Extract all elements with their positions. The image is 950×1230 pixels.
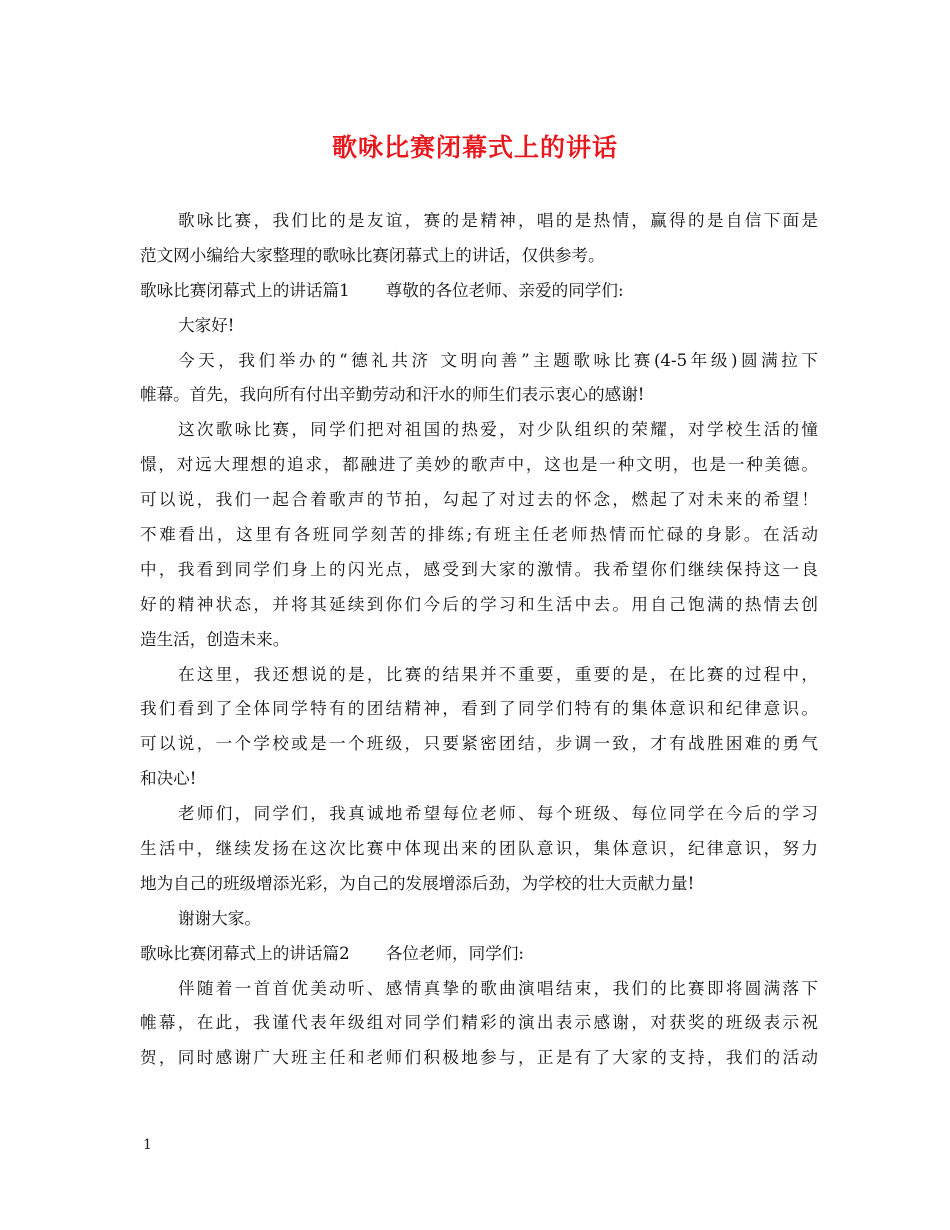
paragraph-line: 帷幕。首先，我向所有付出辛勤劳动和汗水的师生们表示衷心的感谢! <box>140 385 645 405</box>
paragraph-line: 生活中，继续发扬在这次比赛中体现出来的团队意识，集体意识，纪律意识，努力 <box>140 839 818 859</box>
paragraph-line: 大家好! <box>178 315 235 335</box>
paragraph-line: 好的精神状态，并将其延续到你们今后的学习和生活中去。用自己饱满的热情去创 <box>140 594 818 614</box>
paragraph-line: 谢谢大家。 <box>178 908 261 928</box>
section-salutation: 尊敬的各位老师、亲爱的同学们: <box>385 280 624 300</box>
section-heading-line <box>140 274 818 309</box>
section-salutation: 各位老师，同学们: <box>385 943 525 963</box>
paragraph-line: 伴随着一首首优美动听、感情真挚的歌曲演唱结束，我们的比赛即将圆满落下 <box>178 978 818 998</box>
paragraph-line: 在这里，我还想说的是，比赛的结果并不重要，重要的是，在比赛的过程中， <box>178 664 818 684</box>
paragraph-line: 老师们，同学们，我真诚地希望每位老师、每个班级、每位同学在今后的学习 <box>178 804 818 824</box>
paragraph-line: 和决心! <box>140 769 197 789</box>
paragraph-line: 范文网小编给大家整理的歌咏比赛闭幕式上的讲话，仅供参考。 <box>140 245 605 265</box>
paragraph-line: 造生活，创造未来。 <box>140 629 290 649</box>
page-number: 1 <box>143 1137 152 1153</box>
paragraph-line: 贺，同时感谢广大班主任和老师们积极地参与，正是有了大家的支持，我们的活动 <box>140 1048 818 1068</box>
paragraph-line: 可以说，我们一起合着歌声的节拍，勾起了对过去的怀念，燃起了对未来的希望！ <box>140 490 818 510</box>
section-heading: 歌咏比赛闭幕式上的讲话篇2 <box>140 943 350 963</box>
paragraph-line: 帷幕，在此，我谨代表年级组对同学们精彩的演出表示感谢，对获奖的班级表示祝 <box>140 1013 818 1033</box>
document-body <box>140 204 818 1076</box>
document-title: 歌咏比赛闭幕式上的讲话 <box>331 133 618 162</box>
paragraph-line: 不难看出，这里有各班同学刻苦的排练;有班主任老师热情而忙碌的身影。在活动 <box>140 525 818 545</box>
paragraph-line: 歌咏比赛，我们比的是友谊，赛的是精神，唱的是热情，赢得的是自信下面是 <box>178 211 818 230</box>
paragraph-line: 中，我看到同学们身上的闪光点，感受到大家的激情。我希望你们继续保持这一良 <box>140 559 818 579</box>
paragraph-line: 可以说，一个学校或是一个班级，只要紧密团结，步调一致，才有战胜困难的勇气 <box>140 734 818 754</box>
paragraph-line: 地为自己的班级增添光彩，为自己的发展增添后劲，为学校的壮大贡献力量! <box>140 873 695 893</box>
section-heading-line <box>140 937 818 972</box>
section-heading: 歌咏比赛闭幕式上的讲话篇1 <box>140 280 350 300</box>
paragraph-line: 我们看到了全体同学特有的团结精神，看到了同学们特有的集体意识和纪律意识。 <box>140 699 818 719</box>
paragraph-line: 今天，我们举办的“德礼共济 文明向善”主题歌咏比赛(4-5年级)圆满拉下 <box>178 350 818 370</box>
paragraph-line: 这次歌咏比赛，同学们把对祖国的热爱，对少队组织的荣耀，对学校生活的憧 <box>178 420 818 440</box>
paragraph-line: 憬，对远大理想的追求，都融进了美妙的歌声中，这也是一种文明，也是一种美德。 <box>140 455 818 475</box>
